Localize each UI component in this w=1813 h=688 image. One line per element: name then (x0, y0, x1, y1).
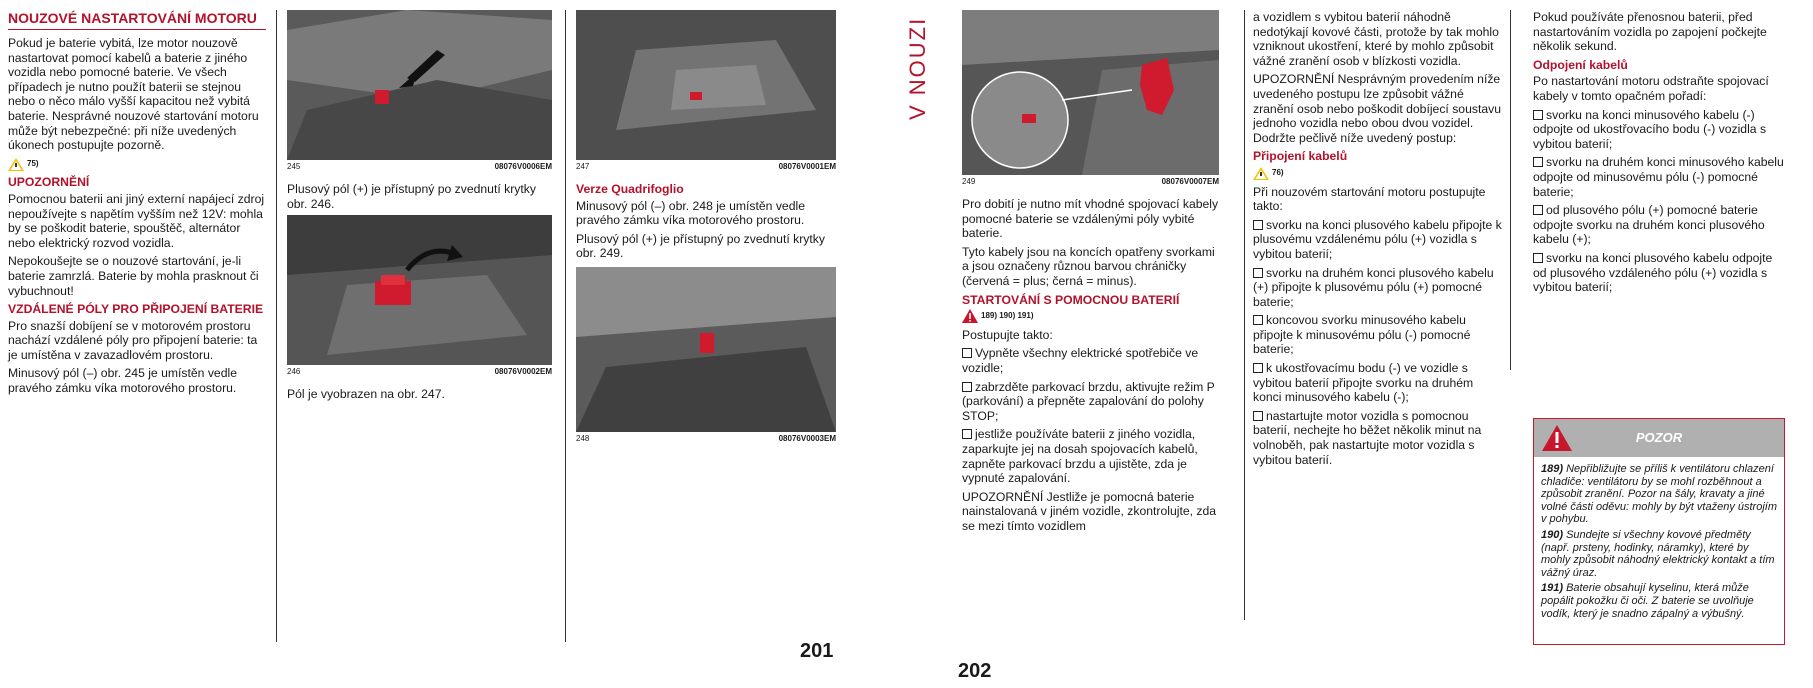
paragraph: Pól je vyobrazen na obr. 247. (287, 387, 445, 402)
warning-reference (8, 157, 266, 172)
list-item: jestliže používáte baterii z jiného vozidla, zaparkujte jej na dosah spojovacích kabelů, zapněte parkovací brzdu a ujistěte, zda je vypnuté zapalování. (962, 427, 1198, 486)
figure-248 (576, 267, 836, 432)
divider (1510, 10, 1511, 370)
warning-reference (962, 309, 1219, 324)
paragraph: Pokud je baterie vybitá, lze motor nouzově nastartovat pomocí kabelů a baterie z jiného vozidla nebo pomocné baterie. Ve všech případech je nutno použít baterii se stejnou nebo o něco málo vyšší kapacitou než vybitá baterie. Nesprávné nouzové startování motoru může být nebezpečné: při níže uvedených úkonech postupujte pozorně. (8, 36, 259, 153)
warning-note: 191) Baterie obsahují kyselinu, která může popálit pokožku či oči. Z baterie se uvolňuje vodík, který je snadno zápalný a výbušný. (1541, 582, 1754, 620)
figure-number: 247 (576, 162, 590, 171)
paragraph: Plusový pól (+) je přístupný po zvednutí krytky obr. 249. (576, 231, 825, 261)
side-title: V NOUZI (905, 16, 930, 120)
figure-249 (962, 10, 1219, 175)
checkbox-bullet-icon (1253, 220, 1263, 230)
divider (1244, 10, 1245, 620)
checkbox-bullet-icon (1533, 205, 1543, 215)
figure-245 (287, 10, 552, 160)
figure-caption (576, 162, 836, 172)
figure-caption (287, 162, 552, 172)
divider (565, 10, 566, 642)
list-item: koncovou svorku minusového kabelu připojte k minusovému pólu (-) pomocné baterie; (1253, 313, 1471, 357)
figure-caption (962, 177, 1219, 187)
checkbox-bullet-icon (1533, 253, 1543, 263)
warning-box-body (1534, 457, 1784, 629)
paragraph: Tyto kabely jsou na koncích opatřeny svorkami a jsou označeny různou barvou chráničky (červená = plus; černá = minus). (962, 244, 1215, 288)
paragraph: Nepokoušejte se o nouzové startování, je-li baterie zamrzlá. Baterie by mohla prasknout či vybuchnout! (8, 254, 259, 298)
list-item: svorku na konci minusového kabelu (-) odpojte od ukostřovacího bodu (-) vozidla s vybitou baterií; (1533, 107, 1767, 151)
list-item: od plusového pólu (+) pomocné baterie odpojte svorku na druhém konci plusového kabelu (+); (1533, 203, 1765, 247)
warning-ref-number: 75) (27, 158, 39, 168)
warning-note: 190) Sundejte si všechny kovové předměty (např. prsteny, hodinky, náramky), které by mohly způsobit náhodný elektrický kontakt a tím vážný úraz. (1541, 528, 1775, 579)
checkbox-bullet-icon (1253, 411, 1263, 421)
figure-caption (576, 434, 836, 444)
paragraph: Pro dobití je nutno mít vhodné spojovací kabely pomocné baterie se vzdálenými póly vybité baterie. (962, 197, 1219, 241)
column-6 (1533, 10, 1785, 299)
figure-number: 248 (576, 433, 590, 443)
divider (276, 10, 277, 642)
checkbox-bullet-icon (1253, 315, 1263, 325)
figure-code: 08076V0001EM (778, 162, 836, 171)
column-4 (962, 10, 1219, 537)
warning-box-header (1534, 419, 1784, 457)
checkbox-bullet-icon (962, 348, 972, 358)
warning-ref-number: 189) 190) 191) (981, 311, 1034, 321)
paragraph: Postupujte takto: (962, 327, 1053, 342)
engine-bay-image (576, 267, 836, 432)
subheading: Odpojení kabelů (1533, 57, 1628, 72)
subheading: Připojení kabelů (1253, 149, 1348, 164)
section-heading: NOUZOVÉ NASTARTOVÁNÍ MOTORU (8, 10, 266, 30)
warning-triangle-icon (8, 158, 24, 171)
figure-code: 08076V0002EM (494, 367, 552, 377)
list-item: zabrzděte parkovací brzdu, aktivujte režim P (parkování) a přepněte zapalování do polohy STOP; (962, 379, 1215, 423)
checkbox-bullet-icon (1533, 157, 1543, 167)
list-item: svorku na druhém konci minusového kabelu odpojte od minusovému pólu (-) pomocné baterie; (1533, 155, 1784, 199)
column-5 (1253, 10, 1503, 471)
figure-247 (576, 10, 836, 160)
checkbox-bullet-icon (962, 382, 972, 392)
checkbox-bullet-icon (1253, 363, 1263, 373)
paragraph: Pro snazší dobíjení se v motorovém prostoru nachází vzdálené póly pro připojení baterie: ta je umístěna v zavazadlovém prostoru. (8, 318, 258, 362)
warning-triangle-icon (1253, 167, 1269, 180)
danger-triangle-icon (962, 309, 978, 323)
list-item: svorku na druhém konci plusového kabelu (+) připojte k plusovému pólu (+) pomocné baterie; (1253, 265, 1494, 309)
column-3 (576, 10, 836, 454)
engine-bay-image (287, 215, 552, 365)
figure-code: 08076V0003EM (778, 433, 836, 443)
checkbox-bullet-icon (1253, 268, 1263, 278)
list-item: k ukostřovacímu bodu (-) ve vozidle s vybitou baterií připojte svorku na druhém konci minusového kabelu (-); (1253, 361, 1474, 405)
subheading: STARTOVÁNÍ S POMOCNOU BATERIÍ (962, 292, 1180, 307)
warning-ref-number: 76) (1272, 167, 1284, 177)
paragraph: UPOZORNĚNÍ Nesprávným provedením níže uvedeného postupu lze způsobit vážné zranění osob nebo poškodit dobíjecí soustavu jednoho vozidla nebo obou dvou vozidel. Dodržte pečlivě níže uvedený postup: (1253, 72, 1501, 145)
figure-code: 08076V0007EM (1161, 177, 1219, 186)
engine-bay-image (287, 10, 552, 160)
figure-number: 246 (287, 367, 301, 377)
paragraph: UPOZORNĚNÍ Jestliže je pomocná baterie nainstalovaná v jiném vozidle, zkontrolujte, zda se mezi tímto vozidlem (962, 489, 1217, 533)
column-1 (8, 10, 266, 400)
figure-246 (287, 215, 552, 365)
paragraph: Plusový pól (+) je přístupný po zvednutí krytky obr. 246. (287, 182, 536, 211)
figure-code: 08076V0006EM (494, 162, 552, 171)
warning-box-title: POZOR (1635, 430, 1683, 445)
figure-number: 245 (287, 162, 301, 171)
paragraph: Minusový pól (–) obr. 248 je umístěn vedle pravého zámku víka motorového prostoru. (576, 198, 805, 228)
paragraph: Minusový pól (–) obr. 245 je umístěn vedle pravého zámku víka motorového prostoru. (8, 366, 237, 396)
page-number: 202 (958, 660, 992, 682)
figure-number: 249 (962, 177, 976, 186)
engine-bay-image (962, 10, 1219, 175)
subheading: VZDÁLENÉ PÓLY PRO PŘIPOJENÍ BATERIE (8, 302, 264, 317)
page-number: 201 (800, 640, 834, 662)
paragraph: Pokud používáte přenosnou baterii, před nastartováním vozidla po zapojení počkejte několik sekund. (1533, 10, 1767, 54)
paragraph: a vozidlem s vybitou baterií náhodně nedotýkají kovové části, protože by tak mohlo vzniknout ukostření, které by mohlo způsobit vážné zranění osob v blízkosti vozidla. (1253, 10, 1499, 68)
paragraph: Při nouzovém startování motoru postupujte takto: (1253, 184, 1486, 214)
engine-bay-image (576, 10, 836, 160)
column-2 (287, 10, 552, 406)
paragraph: Pomocnou baterii ani jiný externí napájecí zdroj nepoužívejte s napětím vyšším než 12V: mohla by se poškodit baterie, spouštěč, alternátor nebo elektrický rozvod vozidla. (8, 191, 265, 250)
subheading: UPOZORNĚNÍ (8, 175, 90, 190)
subheading: Verze Quadrifoglio (576, 182, 684, 196)
warning-reference (1253, 166, 1503, 181)
warning-box (1533, 418, 1785, 645)
list-item: svorku na konci plusového kabelu připojte k plusovému vzdálenému pólu (+) vozidla s vybitou baterií; (1253, 217, 1502, 261)
checkbox-bullet-icon (962, 429, 972, 439)
checkbox-bullet-icon (1533, 110, 1543, 120)
warning-note: 189) Nepřibližujte se příliš k ventilátoru chlazení chladiče: ventilátoru by se mohl rozběhnout a způsobit zranění. Pozor na šály, kravaty a jiné volné části oděvu: mohly by být vtaženy ústrojím v pohybu. (1541, 463, 1777, 526)
paragraph: Po nastartování motoru odstraňte spojovací kabely v tomto opačném pořadí: (1533, 74, 1769, 103)
list-item: svorku na konci plusového kabelu odpojte od plusového vzdáleného pólu (+) vozidla s vybitou baterií; (1533, 250, 1773, 295)
figure-caption (287, 367, 552, 377)
list-item: Vypněte všechny elektrické spotřebiče ve vozidle; (962, 346, 1199, 375)
list-item: nastartujte motor vozidla s pomocnou baterií, nechejte ho běžet několik minut na volnoběh, pak nastartujte motor vozidla s vybitou baterií. (1253, 408, 1482, 467)
